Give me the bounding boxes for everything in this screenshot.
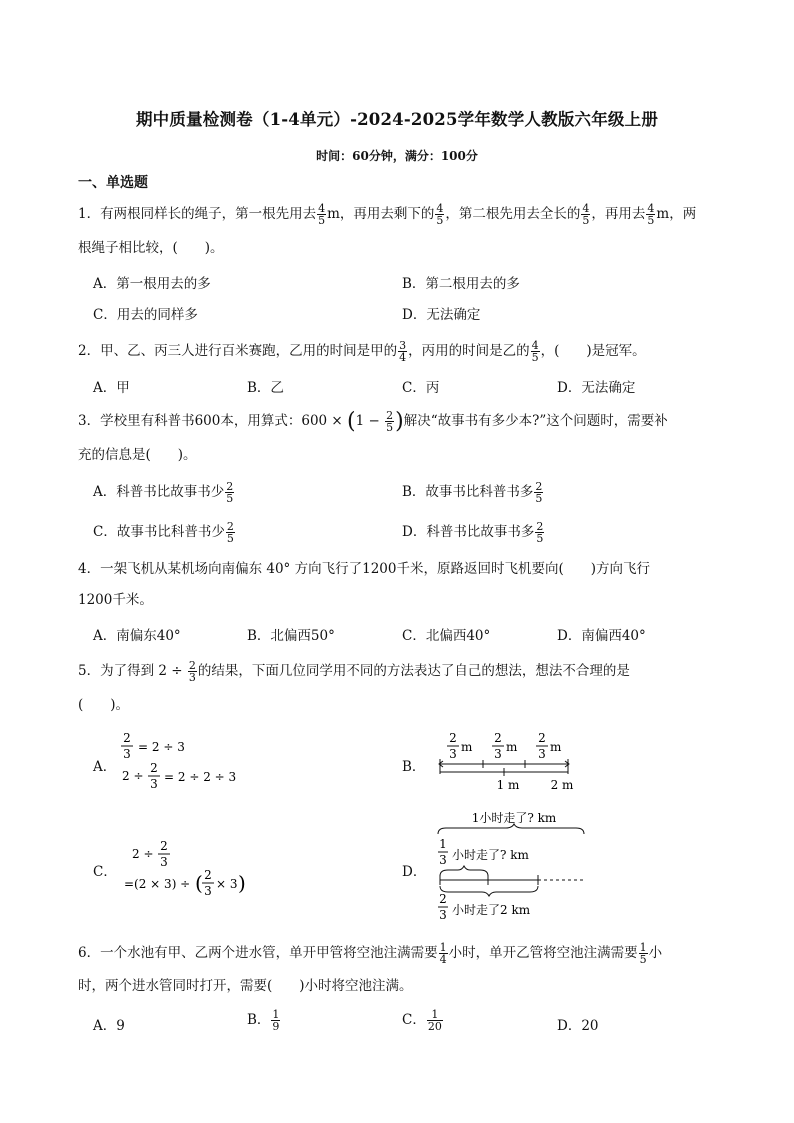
tick-label: 1 m <box>496 778 520 792</box>
section-heading: 一、单选题 <box>78 175 148 191</box>
q2-option-c[interactable]: C．丙 <box>402 380 440 396</box>
fraction-numerator: 2 <box>494 731 502 745</box>
fraction: $\frac{3}{4}$ <box>399 339 407 364</box>
fraction-denominator: 3 <box>204 884 212 898</box>
fraction: $\frac{4}{5}$ <box>531 339 539 364</box>
question-3-line-1: 3．学校里有科普书600本，用算式：600 × (1 − $\frac{2}{5}$ )解决“故事书有多少本?”这个问题时，需要补 <box>78 408 668 434</box>
tick-label: 2 m <box>550 778 574 792</box>
q4-option-b[interactable]: B．北偏西50° <box>247 628 335 644</box>
q5-option-c[interactable]: C． <box>93 864 117 880</box>
question-5-line-1: 5．为了得到 2 ÷ $\frac{2}{3}$ 的结果，下面几位同学用不同的方法表达了自己的想法，想法不合理的是 <box>78 659 630 684</box>
fraction-numerator: 2 <box>439 892 447 906</box>
fraction-denominator: 3 <box>538 747 546 761</box>
q3-option-c[interactable]: C．故事书比科普书少 $\frac{2}{5}$ <box>93 520 234 545</box>
q6-option-c[interactable]: C． $\frac{1}{20}$ <box>402 1008 442 1033</box>
fraction-numerator: 2 <box>204 868 212 882</box>
question-4-line-1: 4．一架飞机从某机场向南偏东 40° 方向飞行了1200千米，原路返回时飞机要向( )方向飞行 <box>78 561 650 577</box>
fraction: $\frac{4}{5}$ <box>436 202 444 227</box>
question-6-line-1: 6．一个水池有甲、乙两个进水管，单开甲管将空池注满需要 $\frac{1}{4}$ 小时，单开乙管将空池注满需要 $\frac{1}{5}$ 小 <box>78 941 663 966</box>
fraction-denominator: 3 <box>150 777 158 791</box>
q1-option-d[interactable]: D．无法确定 <box>402 307 481 323</box>
figure-text: 1小时走了? km <box>471 811 557 825</box>
fraction: $\frac{4}{5}$ <box>647 202 655 227</box>
question-3-line-2: 充的信息是( )。 <box>78 447 197 463</box>
page-title: 期中质量检测卷（1-4单元）-2024-2025学年数学人教版六年级上册 <box>135 110 659 129</box>
fraction-numerator: 2 <box>538 731 546 745</box>
fraction-denominator: 3 <box>494 747 502 761</box>
figure-text: = 2 ÷ 3 <box>138 740 185 754</box>
question-2-line-1: 2．甲、乙、丙三人进行百米赛跑，乙用的时间是甲的 $\frac{3}{4}$ ，丙用的时间是乙的 $\frac{4}{5}$ ，( )是冠军。 <box>78 339 646 364</box>
fraction: $\frac{4}{5}$ <box>318 202 326 227</box>
fraction-denominator: 3 <box>449 747 457 761</box>
q3-option-d[interactable]: D．科普书比故事书多 $\frac{2}{5}$ <box>402 520 544 545</box>
question-1-line-2: 根绳子相比较，( )。 <box>78 240 224 256</box>
figure-text: 2 ÷ <box>132 847 154 861</box>
paren-open: ( <box>195 871 203 895</box>
q5-option-b[interactable]: B． <box>402 759 426 775</box>
q3-option-a[interactable]: A．科普书比故事书少 $\frac{2}{5}$ <box>93 480 234 505</box>
fraction: $\frac{1}{4}$ <box>439 941 447 966</box>
q5-option-a[interactable]: A． <box>93 759 117 775</box>
q5-figure-b <box>428 728 588 794</box>
figure-text: = 2 ÷ 2 ÷ 3 <box>164 770 237 784</box>
q5-figure-c <box>118 836 248 902</box>
fraction-numerator: 2 <box>150 761 158 775</box>
paren-close: ) <box>238 871 246 895</box>
q2-option-b[interactable]: B．乙 <box>247 380 284 396</box>
q5-figure-a <box>118 728 248 794</box>
fraction-denominator: 3 <box>439 853 447 867</box>
question-6-line-2: 时，两个进水管同时打开，需要( )小时将空池注满。 <box>78 978 413 994</box>
q4-option-c[interactable]: C．北偏西40° <box>402 628 491 644</box>
fraction-denominator: 3 <box>123 747 131 761</box>
unit-label: m <box>461 740 473 754</box>
question-4-line-2: 1200千米。 <box>78 592 153 608</box>
exam-info: 时间：60分钟，满分：100分 <box>316 149 478 163</box>
fraction-denominator: 3 <box>439 908 447 922</box>
q4-option-a[interactable]: A．南偏东40° <box>93 628 181 644</box>
figure-text: 小时走了2 km <box>452 903 531 917</box>
q2-option-a[interactable]: A．甲 <box>93 380 130 396</box>
q6-option-b[interactable]: B． $\frac{1}{9}$ <box>247 1008 280 1033</box>
fraction: $\frac{4}{5}$ <box>582 202 590 227</box>
fraction: $\frac{2}{3}$ <box>188 659 196 684</box>
q5-option-d[interactable]: D． <box>402 864 427 880</box>
question-1-line-1: 1．有两根同样长的绳子，第一根先用去 $\frac{4}{5}$ m，再用去剩下的 $\frac{4}{5}$ ，第二根先用去全长的 $\frac{4}{5}$ ，再用去 $\frac{4}{5}$ m，两 <box>78 202 697 227</box>
fraction-denominator: 3 <box>160 855 168 869</box>
question-5-line-2: ( )。 <box>78 697 130 713</box>
fraction: $\frac{2}{5}$ <box>386 409 394 434</box>
q1-option-b[interactable]: B．第二根用去的多 <box>402 276 520 292</box>
unit-label: m <box>550 740 562 754</box>
fraction-numerator: 1 <box>439 837 447 851</box>
q5-figure-d <box>434 808 594 926</box>
fraction-numerator: 2 <box>160 839 168 853</box>
q6-option-d[interactable]: D．20 <box>557 1018 599 1034</box>
figure-text: 小时走了? km <box>452 848 529 862</box>
q1-option-a[interactable]: A．第一根用去的多 <box>93 276 211 292</box>
figure-text: 2 ÷ <box>122 769 144 783</box>
q2-option-d[interactable]: D．无法确定 <box>557 380 636 396</box>
fraction-numerator: 2 <box>123 731 131 745</box>
figure-text: =(2 × 3) ÷ <box>124 877 191 891</box>
q4-option-d[interactable]: D．南偏西40° <box>557 628 646 644</box>
fraction-numerator: 2 <box>449 731 457 745</box>
q1-option-c[interactable]: C．用去的同样多 <box>93 307 198 323</box>
unit-label: m <box>506 740 518 754</box>
q3-option-b[interactable]: B．故事书比科普书多 $\frac{2}{5}$ <box>402 480 543 505</box>
fraction: $\frac{1}{5}$ <box>639 941 647 966</box>
q6-option-a[interactable]: A．9 <box>93 1018 125 1034</box>
figure-text: × 3 <box>216 877 238 891</box>
